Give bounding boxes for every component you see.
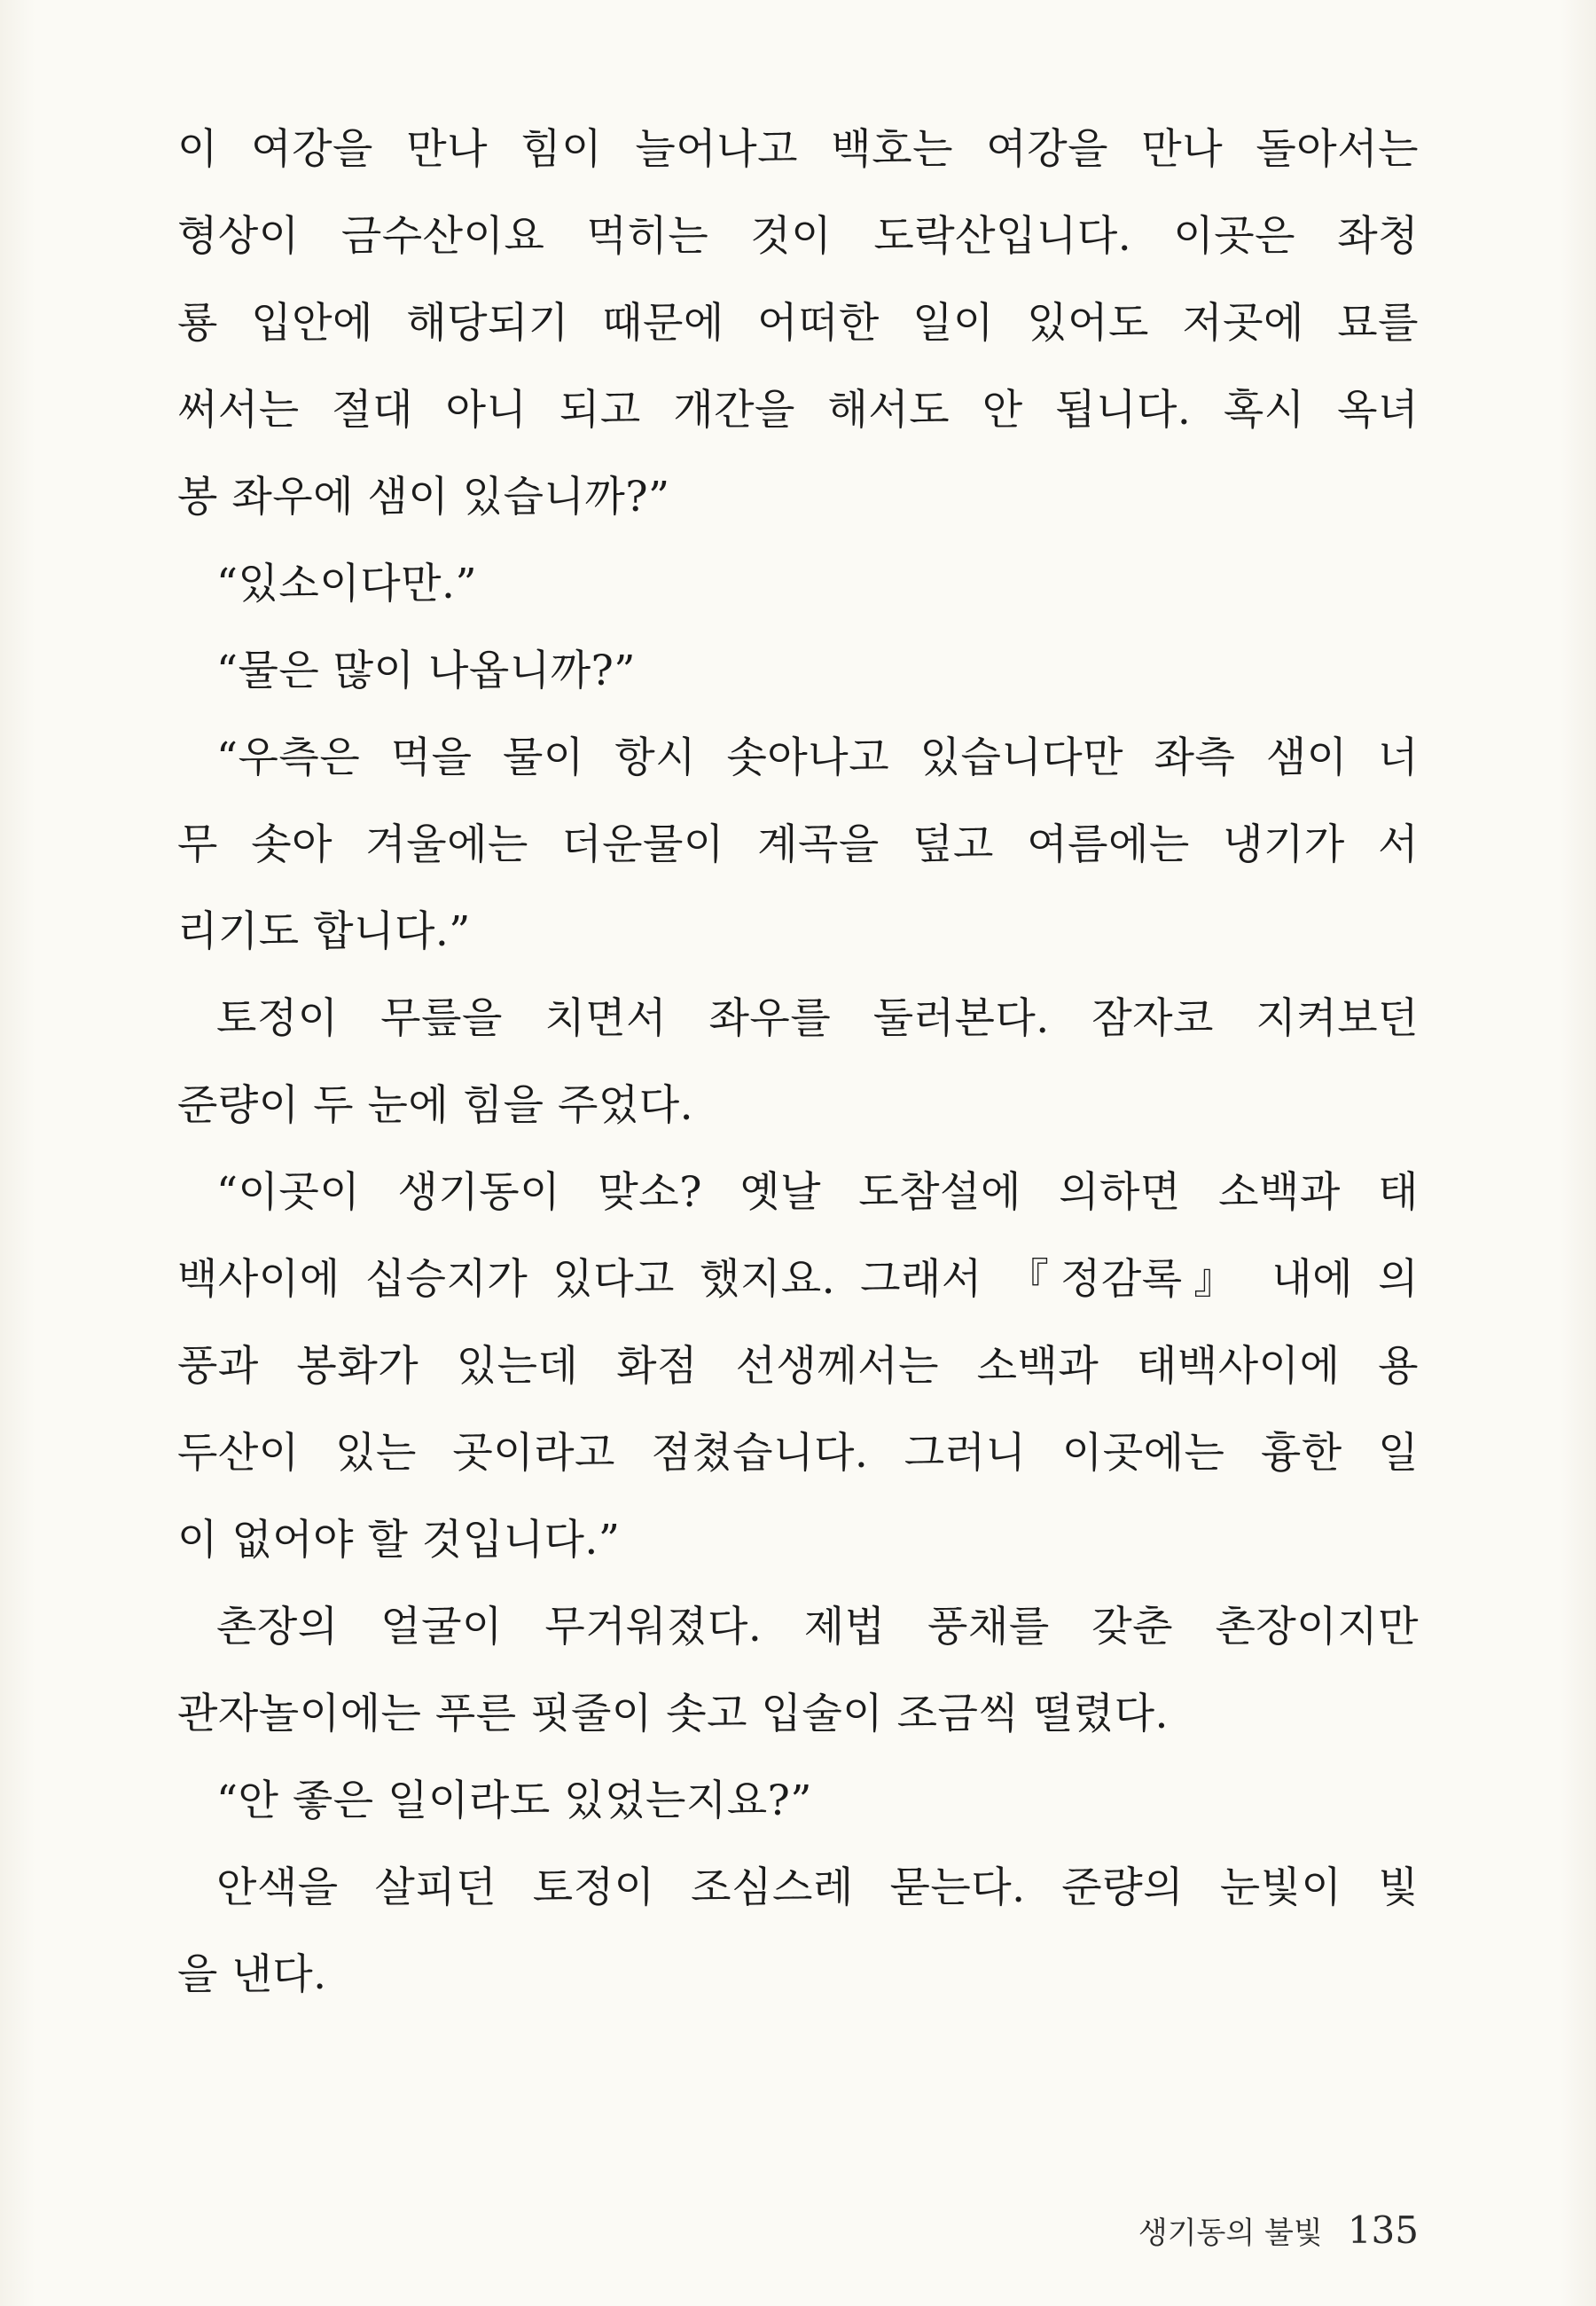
text-line-16: 두산이 있는 곳이라고 점쳤습니다. 그러니 이곳에는 흉한 일 [177,1429,1419,1478]
text-line-19: 관자놀이에는 푸른 핏줄이 솟고 입술이 조금씩 떨렸다. [177,1690,1169,1738]
text-line-3: 룡 입안에 해당되기 때문에 어떠한 일이 있어도 저곳에 묘를 [177,299,1419,348]
text-line-6: “있소이다만.” [216,560,478,608]
text-line-1: 이 여강을 만나 힘이 늘어나고 백호는 여강을 만나 돌아서는 [177,125,1419,174]
text-line-20: “안 좋은 일이라도 있었는지요?” [216,1777,812,1825]
text-line-21: 안색을 살피던 토정이 조심스레 묻는다. 준량의 눈빛이 빛 [216,1863,1419,1912]
text-line-7: “물은 많이 나옵니까?” [216,647,636,695]
text-line-9: 무 솟아 겨울에는 더운물이 계곡을 덮고 여름에는 냉기가 서 [177,820,1419,869]
text-line-14: 백사이에 십승지가 있다고 했지요. 그래서 『정감록』 내에 의 [177,1255,1419,1304]
page-footer [1138,2208,1419,2255]
text-line-10: 리기도 합니다.” [177,907,471,956]
text-line-2: 형상이 금수산이요 먹히는 것이 도락산입니다. 이곳은 좌청 [177,212,1419,261]
text-line-18: 촌장의 얼굴이 무거워졌다. 제법 풍채를 갖춘 촌장이지만 [216,1603,1419,1651]
text-line-13: “이곳이 생기동이 맞소? 옛날 도참설에 의하면 소백과 태 [216,1168,1419,1217]
chapter-title: 생기동의 불빛 [1138,2216,1323,2251]
text-line-11: 토정이 무릎을 치면서 좌우를 둘러본다. 잠자코 지켜보던 [216,994,1419,1043]
text-line-8: “우측은 먹을 물이 항시 솟아나고 있습니다만 좌측 샘이 너 [216,733,1419,782]
text-line-15: 풍과 봉화가 있는데 화점 선생께서는 소백과 태백사이에 용 [177,1342,1419,1391]
body-text [177,106,1419,2019]
text-line-4: 써서는 절대 아니 되고 개간을 해서도 안 됩니다. 혹시 옥녀 [177,386,1419,435]
text-line-17: 이 없어야 할 것입니다.” [177,1516,621,1565]
text-line-22: 을 낸다. [177,1950,327,1999]
page-number: 135 [1347,2208,1419,2252]
text-line-12: 준량이 두 눈에 힘을 주었다. [177,1081,694,1130]
text-line-5: 봉 좌우에 샘이 있습니까?” [177,473,670,522]
